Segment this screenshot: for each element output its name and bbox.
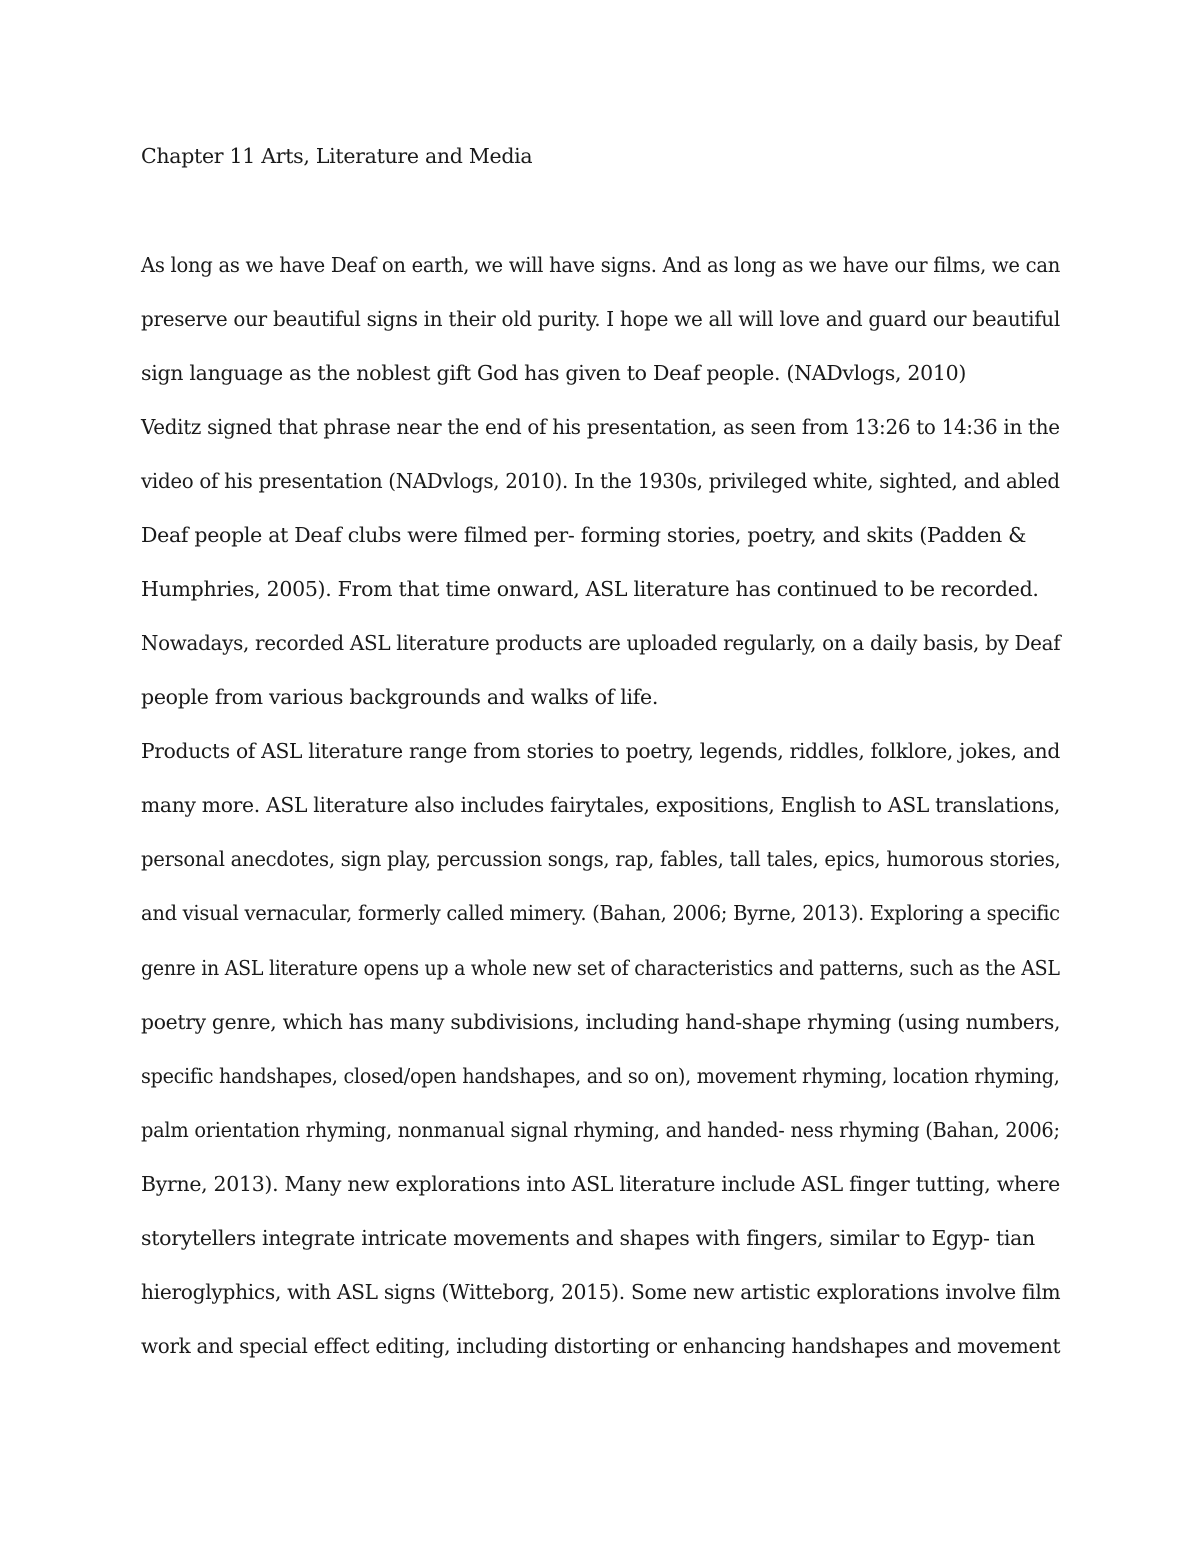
quote-line: preserve our beautiful signs in their old purity. I hope we all will love and guard our beautiful <box>141 307 1060 331</box>
chapter-title: Chapter 11 Arts, Literature and Media <box>141 144 533 168</box>
quote-line: sign language as the noblest gift God has given to Deaf people. (NADvlogs, 2010) <box>141 361 967 385</box>
body-line: and visual vernacular, formerly called mimery. (Bahan, 2006; Byrne, 2013). Exploring a specific <box>141 901 1060 925</box>
quote-line: As long as we have Deaf on earth, we will have signs. And as long as we have our films, we can <box>141 253 1061 277</box>
body-line: poetry genre, which has many subdivisions, including hand-shape rhyming (using numbers, <box>141 1010 1061 1034</box>
body-line: video of his presentation (NADvlogs, 2010). In the 1930s, privileged white, sighted, and abled <box>141 469 1060 493</box>
body-line: Nowadays, recorded ASL literature products are uploaded regularly, on a daily basis, by Deaf <box>141 631 1061 655</box>
body-line: people from various backgrounds and walks of life. <box>141 685 659 709</box>
body-line: personal anecdotes, sign play, percussion songs, rap, fables, tall tales, epics, humorous stories, <box>141 847 1061 871</box>
body-line: Veditz signed that phrase near the end of his presentation, as seen from 13:26 to 14:36 in the <box>141 415 1060 439</box>
body-line: many more. ASL literature also includes fairytales, expositions, English to ASL translations, <box>141 793 1061 817</box>
body-line: storytellers integrate intricate movements and shapes with fingers, similar to Egyp- tian <box>141 1226 1035 1250</box>
body-line: work and special effect editing, including distorting or enhancing handshapes and movement <box>141 1334 1061 1358</box>
body-line: specific handshapes, closed/open handshapes, and so on), movement rhyming, location rhyming, <box>141 1064 1060 1088</box>
body-line: Humphries, 2005). From that time onward, ASL literature has continued to be recorded. <box>141 577 1039 601</box>
body-line: hieroglyphics, with ASL signs (Witteborg, 2015). Some new artistic explorations involve film <box>141 1280 1061 1304</box>
body-line: palm orientation rhyming, nonmanual signal rhyming, and handed- ness rhyming (Bahan, 2006; <box>141 1118 1060 1142</box>
body-line: genre in ASL literature opens up a whole new set of characteristics and patterns, such as the ASL <box>141 956 1060 980</box>
body-line: Deaf people at Deaf clubs were filmed per- forming stories, poetry, and skits (Padden & <box>141 523 1027 547</box>
body-line: Products of ASL literature range from stories to poetry, legends, riddles, folklore, jokes, and <box>141 739 1061 763</box>
body-line: Byrne, 2013). Many new explorations into ASL literature include ASL finger tutting, where <box>141 1172 1060 1196</box>
